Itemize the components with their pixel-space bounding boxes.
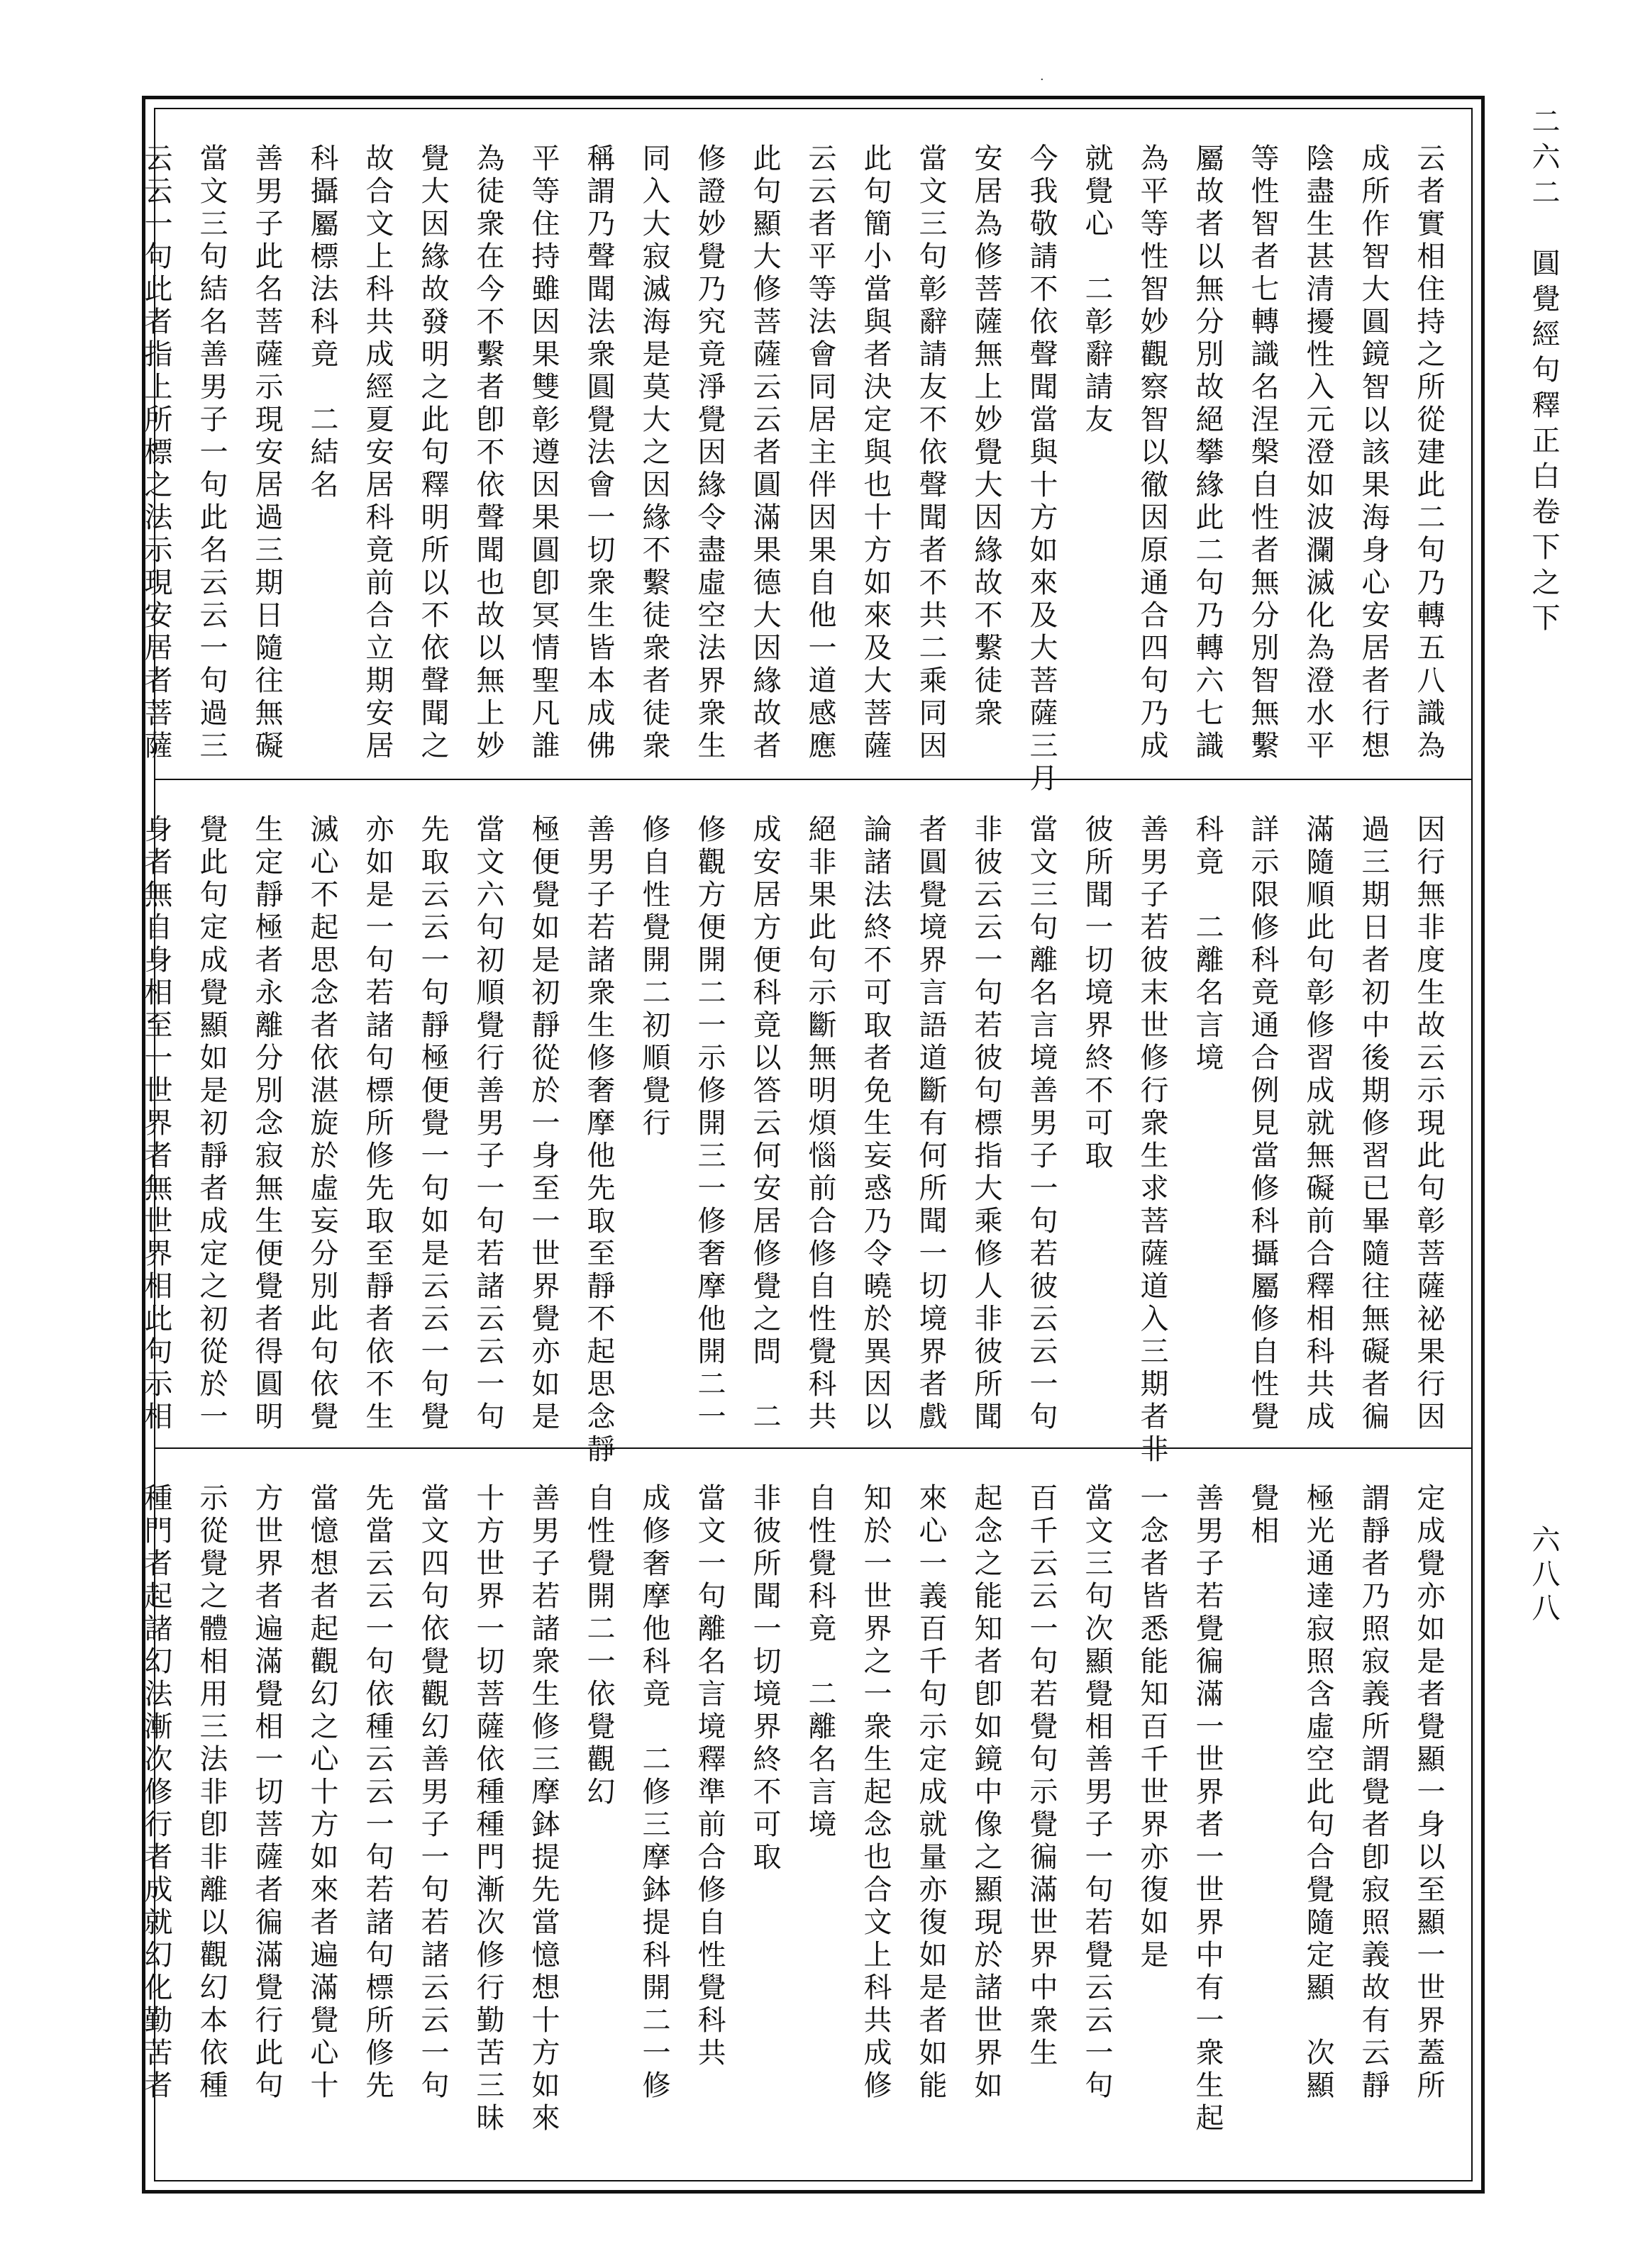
text-column: 極便覺如是初靜從於一身至一世界覺亦如是 (527, 814, 560, 1434)
text-column: 定成覺亦如是者覺顯一身以至顯一世界蓋所 (1412, 1483, 1445, 2103)
text-column: 示從覺之體相用三法非卽非離以觀幻本依種 (195, 1483, 228, 2103)
text-column: 當文三句彰辭請友不依聲聞者不共二乘同因 (914, 143, 947, 763)
text-column: 非彼云云一句若彼句標指大乘修人非彼所聞 (970, 814, 1002, 1434)
text-column: 成所作智大圓鏡智以該果海身心安居者行想 (1357, 143, 1390, 763)
text-column: 當文三句次顯覺相善男子一句若覺云云一句 (1080, 1483, 1113, 2103)
text-column: 稱謂乃聲聞法衆圓覺法會一切衆生皆本成佛 (582, 143, 615, 763)
page-number: 六八八 (1527, 1525, 1560, 1627)
text-column: 等性智者七轉識名涅槃自性者無分別智無繫 (1246, 143, 1279, 763)
text-frame (140, 108, 1473, 2181)
text-column: 覺大因緣故發明之此句釋明所以不依聲聞之 (416, 143, 449, 763)
text-column: 安居為修菩薩無上妙覺大因緣故不繫徒衆 (970, 143, 1002, 730)
text-column: 種門者起諸幻法漸次修行者成就幻化勤苦者 (140, 1483, 172, 2103)
text-column: 善男子若彼末世修行衆生求菩薩道入三期者非 (1136, 814, 1168, 1467)
text-column: 百千云云一句若覺句示覺徧滿世界中衆生 (1025, 1483, 1058, 2070)
text-column: 云云一句此者指上所標之法示現安居者菩薩 (140, 143, 172, 763)
text-column: 陰盡生甚清擾性入元澄如波瀾滅化為澄水平 (1302, 143, 1334, 763)
text-column: 覺此句定成覺顯如是初靜者成定之初從於一 (195, 814, 228, 1434)
text-column: 亦如是一句若諸句標所修先取至靜者依不生 (361, 814, 394, 1434)
text-column: 身者無自身相至一世界者無世界相此句示相 (140, 814, 172, 1434)
text-column: 十方世界一切菩薩依種種門漸次修行勤苦三昧 (472, 1483, 504, 2135)
text-column: 同入大寂滅海是莫大之因緣不繫徒衆者徒衆 (638, 143, 670, 763)
text-column: 為平等性智妙觀察智以徹因原通合四句乃成 (1136, 143, 1168, 763)
text-column: 善男子此名菩薩示現安居過三期日隨往無礙 (250, 143, 283, 763)
text-column: 者圓覺境界言語道斷有何所聞一切境界者戲 (914, 814, 947, 1434)
text-column: 來心一義百千句示定成就量亦復如是者如能 (914, 1483, 947, 2103)
text-column: 自性覺開二一依覺觀幻 (582, 1483, 615, 1809)
text-column: 非彼所聞一切境界終不可取 (748, 1483, 781, 1874)
text-column: 成修奢摩他科竟 二修三摩鉢提科開二一修 (638, 1483, 670, 2103)
text-column: 故合文上科共成經夏安居科竟前合立期安居 (361, 143, 394, 763)
running-head: 二六二 圓覺經句釋正白卷下之下 (1527, 106, 1560, 638)
text-column: 先當云云一句依種云云一句若諸句標所修先 (361, 1483, 394, 2103)
text-column: 善男子若諸衆生修三摩鉢提先當憶想十方如來 (527, 1483, 560, 2135)
text-column: 知於一世界之一衆生起念也合文上科共成修 (859, 1483, 892, 2103)
text-column: 云云者平等法會同居主伴因果自他一道感應 (804, 143, 836, 763)
text-column: 為徒衆在今不繫者卽不依聲聞也故以無上妙 (472, 143, 504, 763)
text-column: 滿隨順此句彰修習成就無礙前合釋相科共成 (1302, 814, 1334, 1434)
text-column: 云者實相住持之所從建此二句乃轉五八識為 (1412, 143, 1445, 763)
text-column: 科竟 二離名言境 (1191, 814, 1224, 1075)
column-group (140, 814, 1445, 1467)
column-group (140, 143, 1445, 796)
text-column: 生定靜極者永離分別念寂無生便覺者得圓明 (250, 814, 283, 1434)
text-column: 當文四句依覺觀幻善男子一句若諸云云一句 (416, 1483, 449, 2103)
text-column: 自性覺科竟 二離名言境 (804, 1483, 836, 1842)
middle-register (140, 780, 1471, 1467)
text-column: 詳示限修科竟通合例見當修科攝屬修自性覺 (1246, 814, 1279, 1434)
text-column: 方世界者遍滿覺相一切菩薩者徧滿覺行此句 (250, 1483, 283, 2103)
text-column: 當文一句離名言境釋準前合修自性覺科共 (693, 1483, 726, 2070)
text-column: 謂靜者乃照寂義所謂覺者卽寂照義故有云靜 (1357, 1483, 1390, 2103)
column-group (140, 1483, 1445, 2173)
text-column: 當文三句離名言境善男子一句若彼云云一句 (1025, 814, 1058, 1434)
text-column: 科攝屬標法科竟 二結名 (306, 143, 338, 502)
text-column: 就覺心 二彰辭請友 (1080, 143, 1113, 437)
text-column: 過三期日者初中後期修習已畢隨往無礙者徧 (1357, 814, 1390, 1434)
text-column: 屬故者以無分別故絕攀緣此二句乃轉六七識 (1191, 143, 1224, 763)
text-column: 成安居方便科竟以答云何安居修覺之問 二 (748, 814, 781, 1434)
text-column: 彼所聞一切境界終不可取 (1080, 814, 1113, 1173)
text-column: 極光通達寂照含虛空此句合覺隨定顯 次顯 (1302, 1483, 1334, 2103)
text-column: 因行無非度生故云示現此句彰菩薩祕果行因 (1412, 814, 1445, 1434)
text-column: 先取云云一句靜極便覺一句如是云云一句覺 (416, 814, 449, 1434)
text-column: 起念之能知者卽如鏡中像之顯現於諸世界如 (970, 1483, 1002, 2103)
text-column: 絕非果此句示斷無明煩惱前合修自性覺科共 (804, 814, 836, 1434)
text-column: 平等住持雖因果雙彰遵因果圓卽冥情聖凡誰 (527, 143, 560, 763)
text-column: 修自性覺開二初順覺行 (638, 814, 670, 1140)
lower-register (140, 1449, 1471, 2187)
page-frame (142, 96, 1485, 2194)
text-column: 覺相 (1246, 1483, 1279, 1548)
text-column: 修觀方便開二一示修開三一修奢摩他開二一 (693, 814, 726, 1434)
text-column: 此句簡小當與者決定與也十方如來及大菩薩 (859, 143, 892, 763)
text-column: 修證妙覺乃究竟淨覺因緣令盡虛空法界衆生 (693, 143, 726, 763)
text-column: 一念者皆悉能知百千世界亦復如是 (1136, 1483, 1168, 1972)
text-column: 論諸法終不可取者免生妄惑乃令曉於異因以 (859, 814, 892, 1434)
upper-register (140, 109, 1471, 796)
text-column: 善男子若諸衆生修奢摩他先取至靜不起思念靜 (582, 814, 615, 1467)
text-column: 當憶想者起觀幻之心十方如來者遍滿覺心十 (306, 1483, 338, 2103)
text-column: 滅心不起思念者依湛旋於虛妄分別此句依覺 (306, 814, 338, 1434)
text-column: 當文三句結名善男子一句此名云云一句過三 (195, 143, 228, 763)
text-column: 當文六句初順覺行善男子一句若諸云云一句 (472, 814, 504, 1434)
top-mark: · (1040, 72, 1044, 87)
text-column: 今我敬請不依聲聞當與十方如來及大菩薩三月 (1025, 143, 1058, 796)
text-column: 善男子若覺徧滿一世界者一世界中有一衆生起 (1191, 1483, 1224, 2135)
text-column: 此句顯大修菩薩云云者圓滿果德大因緣故者 (748, 143, 781, 763)
